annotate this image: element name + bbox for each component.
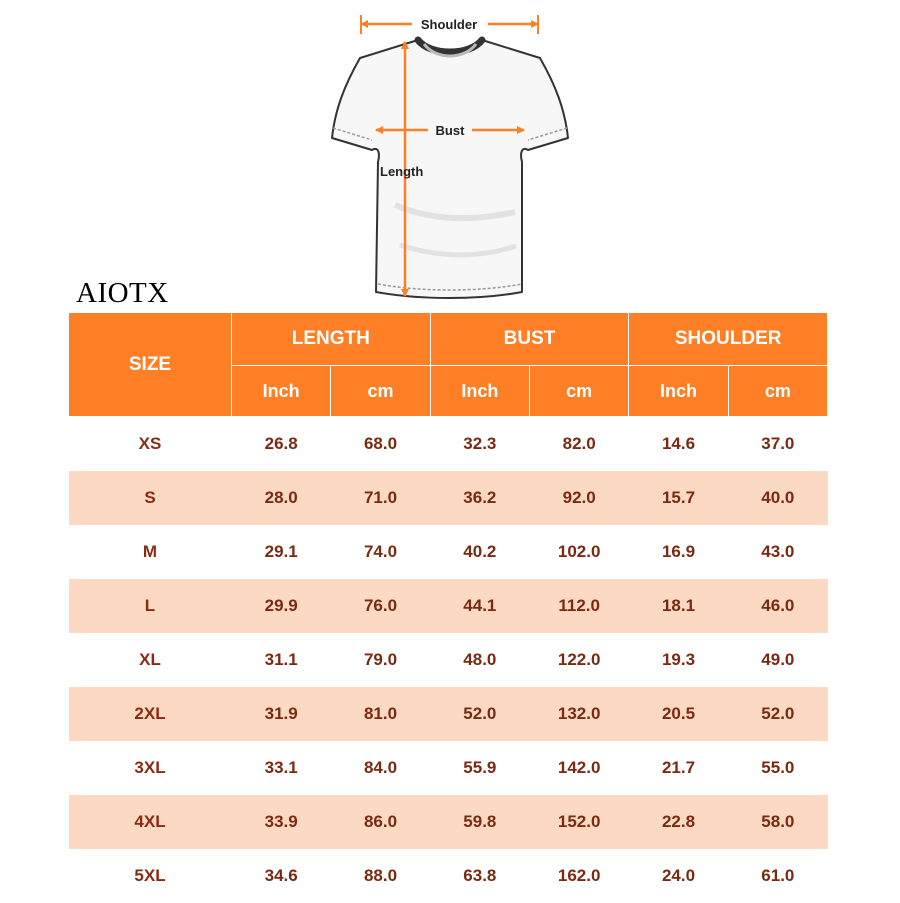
header-unit-inch: Inch: [430, 366, 529, 417]
header-shoulder: SHOULDER: [629, 313, 828, 366]
value-cell: 46.0: [728, 579, 827, 633]
value-cell: 55.9: [430, 741, 529, 795]
table-body: [69, 417, 828, 903]
value-cell: 40.2: [430, 525, 529, 579]
value-cell: 82.0: [530, 417, 629, 472]
value-cell: 36.2: [430, 471, 529, 525]
value-cell: 33.9: [232, 795, 331, 849]
value-cell: 31.9: [232, 687, 331, 741]
value-cell: 40.0: [728, 471, 827, 525]
value-cell: 58.0: [728, 795, 827, 849]
value-cell: 33.1: [232, 741, 331, 795]
value-cell: 63.8: [430, 849, 529, 903]
header-size: SIZE: [69, 313, 232, 417]
value-cell: 52.0: [728, 687, 827, 741]
value-cell: 26.8: [232, 417, 331, 472]
value-cell: 37.0: [728, 417, 827, 472]
table-row: [69, 849, 828, 903]
value-cell: 49.0: [728, 633, 827, 687]
value-cell: 74.0: [331, 525, 430, 579]
brand-name: AIOTX: [76, 276, 169, 310]
value-cell: 86.0: [331, 795, 430, 849]
size-cell: 2XL: [69, 687, 232, 741]
size-cell: S: [69, 471, 232, 525]
value-cell: 112.0: [530, 579, 629, 633]
value-cell: 102.0: [530, 525, 629, 579]
tshirt-diagram: [0, 0, 900, 305]
value-cell: 48.0: [430, 633, 529, 687]
value-cell: 71.0: [331, 471, 430, 525]
size-cell: XS: [69, 417, 232, 472]
value-cell: 19.3: [629, 633, 728, 687]
size-cell: 5XL: [69, 849, 232, 903]
table-row: [69, 417, 828, 472]
value-cell: 18.1: [629, 579, 728, 633]
value-cell: 16.9: [629, 525, 728, 579]
shoulder-label: Shoulder: [421, 17, 477, 32]
value-cell: 162.0: [530, 849, 629, 903]
value-cell: 55.0: [728, 741, 827, 795]
table-row: [69, 525, 828, 579]
value-cell: 44.1: [430, 579, 529, 633]
value-cell: 34.6: [232, 849, 331, 903]
size-cell: 3XL: [69, 741, 232, 795]
value-cell: 29.1: [232, 525, 331, 579]
value-cell: 29.9: [232, 579, 331, 633]
value-cell: 132.0: [530, 687, 629, 741]
header-length: LENGTH: [232, 313, 431, 366]
table-row: [69, 687, 828, 741]
value-cell: 15.7: [629, 471, 728, 525]
size-cell: XL: [69, 633, 232, 687]
value-cell: 24.0: [629, 849, 728, 903]
table-row: [69, 795, 828, 849]
header-unit-cm: cm: [530, 366, 629, 417]
value-cell: 32.3: [430, 417, 529, 472]
table-row: [69, 741, 828, 795]
table-row: [69, 471, 828, 525]
value-cell: 142.0: [530, 741, 629, 795]
value-cell: 61.0: [728, 849, 827, 903]
value-cell: 14.6: [629, 417, 728, 472]
table-row: [69, 579, 828, 633]
value-cell: 28.0: [232, 471, 331, 525]
header-bust: BUST: [430, 313, 629, 366]
header-unit-inch: Inch: [629, 366, 728, 417]
value-cell: 81.0: [331, 687, 430, 741]
value-cell: 92.0: [530, 471, 629, 525]
table-header: [69, 313, 828, 417]
value-cell: 22.8: [629, 795, 728, 849]
length-label: Length: [380, 164, 423, 179]
value-cell: 152.0: [530, 795, 629, 849]
size-cell: 4XL: [69, 795, 232, 849]
tshirt-icon: [332, 40, 568, 298]
value-cell: 84.0: [331, 741, 430, 795]
value-cell: 31.1: [232, 633, 331, 687]
value-cell: 76.0: [331, 579, 430, 633]
header-unit-cm: cm: [331, 366, 430, 417]
bust-label: Bust: [436, 123, 466, 138]
value-cell: 59.8: [430, 795, 529, 849]
value-cell: 68.0: [331, 417, 430, 472]
value-cell: 122.0: [530, 633, 629, 687]
size-cell: M: [69, 525, 232, 579]
table-row: [69, 633, 828, 687]
value-cell: 20.5: [629, 687, 728, 741]
value-cell: 21.7: [629, 741, 728, 795]
header-unit-cm: cm: [728, 366, 827, 417]
size-cell: L: [69, 579, 232, 633]
value-cell: 43.0: [728, 525, 827, 579]
value-cell: 79.0: [331, 633, 430, 687]
value-cell: 88.0: [331, 849, 430, 903]
value-cell: 52.0: [430, 687, 529, 741]
size-chart-table: [68, 312, 828, 903]
header-unit-inch: Inch: [232, 366, 331, 417]
